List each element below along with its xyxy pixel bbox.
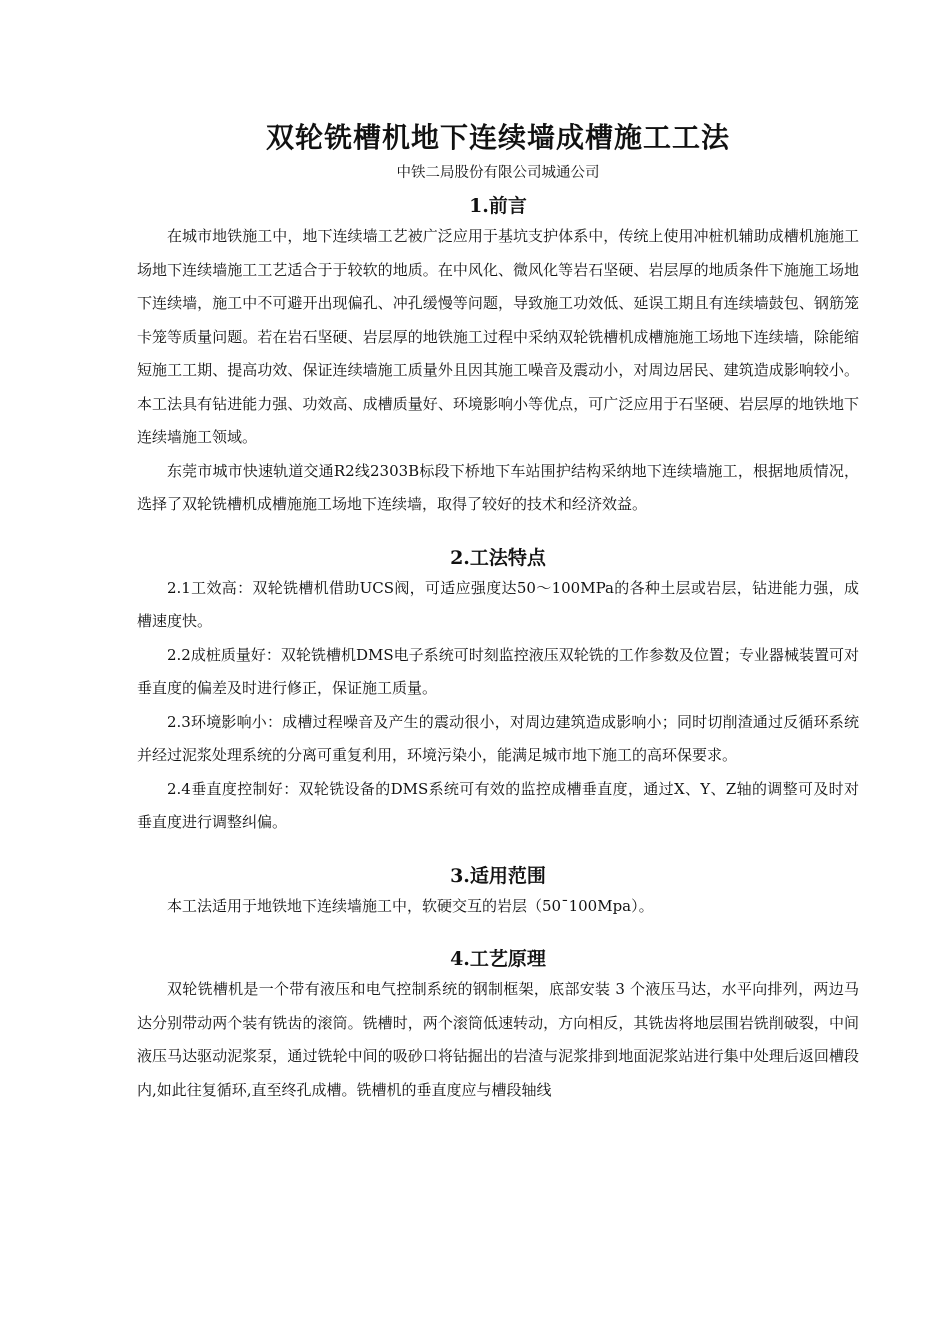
section-principle xyxy=(137,945,859,1107)
section-scope xyxy=(137,862,859,924)
section-features xyxy=(137,544,859,840)
section-heading: 1.前言 xyxy=(469,195,527,217)
section-heading: 4.工艺原理 xyxy=(450,948,546,970)
section-heading: 3.适用范围 xyxy=(450,864,546,887)
document-subtitle: 中铁二局股份有限公司城通公司 xyxy=(396,165,600,181)
section-heading: 2.工法特点 xyxy=(450,546,546,569)
paragraph: 2.3环境影响小：成槽过程噪音及产生的震动很小，对周边建筑造成影响小；同时切削渣通过反循环系统并经过泥浆处理系统的分离可重复利用，环境污染小，能满足城市地下施工的高环保要求。 xyxy=(137,712,859,764)
paragraph: 2.1工效高：双轮铣槽机借助UCS阀，可适应强度达50～100MPa的各种土层或岩层，钻进能力强，成槽速度快。 xyxy=(137,578,859,630)
paragraph: 双轮铣槽机是一个带有液压和电气控制系统的钢制框架，底部安装 3 个液压马达，水平向排列，两边马达分别带动两个装有铣齿的滚筒。铣槽时，两个滚筒低速转动，方向相反，其铣齿将地层围岩铣削破裂，中间液压马达驱动泥浆泵，通过铣轮中间的吸砂口将钻掘出的岩渣与泥浆排到地面泥浆站进行集中处理后返回槽段内,如此往复循环,直至终孔成槽。铣槽机的垂直度应与槽段轴线 xyxy=(137,980,859,1099)
paragraph: 本工法适用于地铁地下连续墙施工中，软硬交互的岩层（50¯100Mpa）。 xyxy=(167,896,654,915)
document-page xyxy=(137,118,859,1107)
document-title: 双轮铣槽机地下连续墙成槽施工工法 xyxy=(265,121,730,154)
section-preface xyxy=(137,192,859,522)
paragraph: 在城市地铁施工中，地下连续墙工艺被广泛应用于基坑支护体系中，传统上使用冲桩机辅助成槽机施施工场地下连续墙施工工艺适合于于较软的地质。在中风化、微风化等岩石坚硬、岩层厚的地质条件下施施工场地下连续墙，施工中不可避开出现偏孔、冲孔缓慢等问题，导致施工功效低、延误工期且有连续墙鼓包、钢筋笼卡笼等质量问题。若在岩石坚硬、岩层厚的地铁施工过程中采纳双轮铣槽机成槽施施工场地下连续墙，除能缩短施工工期、提高功效、保证连续墙施工质量外且因其施工噪音及震动小，对周边居民、建筑造成影响较小。本工法具有钻进能力强、功效高、成槽质量好、环境影响小等优点，可广泛应用于石坚硬、岩层厚的地铁地下连续墙施工领域。 xyxy=(137,227,859,446)
paragraph: 2.4垂直度控制好：双轮铣设备的DMS系统可有效的监控成槽垂直度，通过X、Y、Z轴的调整可及时对垂直度进行调整纠偏。 xyxy=(137,779,859,831)
paragraph: 东莞市城市快速轨道交通R2线2303B标段下桥地下车站围护结构采纳地下连续墙施工，根据地质情况，选择了双轮铣槽机成槽施施工场地下连续墙，取得了较好的技术和经济效益。 xyxy=(137,461,859,513)
paragraph: 2.2成桩质量好：双轮铣槽机DMS电子系统可时刻监控液压双轮铣的工作参数及位置；专业器械装置可对垂直度的偏差及时进行修正，保证施工质量。 xyxy=(137,645,859,697)
